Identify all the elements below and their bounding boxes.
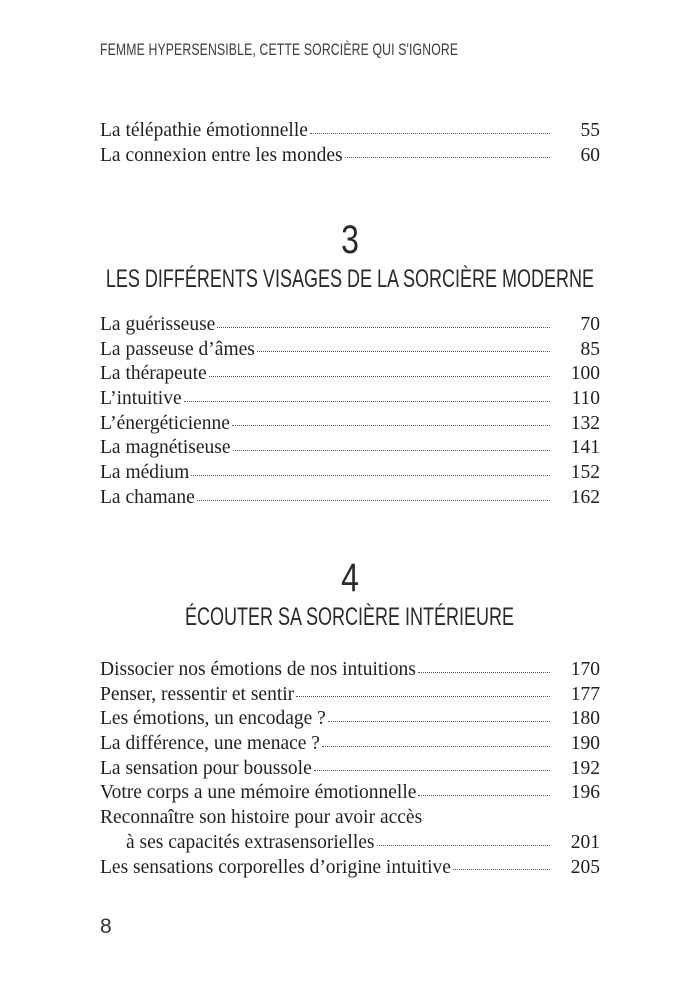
toc-entry-page: 177 (570, 683, 600, 705)
toc-entry-page: 141 (570, 437, 600, 459)
toc-entry-page: 132 (570, 412, 600, 434)
chapter-title: ÉCOUTER SA SORCIÈRE INTÉRIEURE (185, 603, 515, 631)
toc-entry-page: 100 (570, 363, 600, 385)
toc-section-top (100, 119, 600, 168)
toc-entry-page: 192 (570, 757, 600, 779)
toc-chapter-4 (100, 658, 600, 880)
dot-leader (184, 401, 550, 402)
dot-leader (296, 696, 550, 697)
toc-entry-page: 152 (570, 462, 600, 484)
toc-entry-title: La médium (100, 462, 190, 484)
toc-entry[interactable] (100, 683, 600, 708)
toc-entry-page: 55 (580, 120, 600, 141)
dot-leader (418, 672, 550, 673)
dot-leader (209, 376, 550, 377)
toc-entry[interactable] (100, 486, 600, 511)
toc-entry-page: 180 (570, 708, 600, 730)
dot-leader (345, 157, 550, 158)
dot-leader (233, 450, 551, 451)
toc-entry-title: La chamane (100, 486, 195, 508)
toc-entry-title: L’énergéticienne (100, 412, 230, 434)
dot-leader (322, 746, 550, 747)
toc-entry-title: La passeuse d’âmes (100, 338, 255, 360)
toc-entry[interactable] (100, 806, 600, 831)
dot-leader (257, 351, 550, 352)
toc-entry[interactable] (100, 338, 600, 363)
toc-entry-page: 201 (570, 831, 600, 853)
toc-entry[interactable] (100, 658, 600, 683)
toc-entry-title: Penser, ressentir et sentir (100, 683, 295, 705)
toc-entry-title: à ses capacités extrasensorielles (126, 831, 375, 853)
dot-leader (418, 795, 550, 796)
toc-entry-title: La différence, une menace ? (100, 733, 320, 755)
toc-entry-page: 190 (570, 733, 600, 755)
toc-entry[interactable] (100, 856, 600, 881)
toc-entry[interactable] (100, 461, 600, 486)
running-head: FEMME HYPERSENSIBLE, CETTE SORCIÈRE QUI S'IGNORE (100, 40, 459, 59)
toc-entry-title: La thérapeute (100, 363, 207, 385)
toc-entry-page: 170 (570, 659, 600, 680)
dot-leader (197, 500, 550, 501)
toc-entry-title: Les émotions, un encodage ? (100, 708, 326, 730)
toc-entry-title: La magnétiseuse (100, 437, 231, 459)
chapter-number: 3 (341, 218, 359, 262)
page-number: 8 (100, 915, 112, 938)
toc-entry[interactable] (100, 144, 600, 169)
toc-entry-title: Votre corps a une mémoire émotionnelle (100, 782, 417, 804)
toc-entry-page: 110 (571, 388, 600, 410)
toc-entry-title: La sensation pour boussole (100, 757, 312, 779)
toc-entry-title: La guérisseuse (100, 314, 216, 335)
toc-entry[interactable] (100, 313, 600, 338)
toc-entry[interactable] (100, 831, 600, 856)
chapter-number: 4 (341, 556, 359, 600)
chapter-4-heading (0, 556, 700, 632)
toc-entry[interactable] (100, 757, 600, 782)
dot-leader (314, 770, 550, 771)
toc-entry-page: 205 (570, 856, 600, 878)
toc-entry[interactable] (100, 707, 600, 732)
toc-chapter-3 (100, 313, 600, 511)
chapter-title: LES DIFFÉRENTS VISAGES DE LA SORCIÈRE MODERNE (105, 265, 595, 293)
toc-entry[interactable] (100, 119, 600, 144)
dot-leader (232, 425, 550, 426)
toc-entry-page: 196 (570, 782, 600, 804)
toc-entry[interactable] (100, 387, 600, 412)
dot-leader (453, 869, 550, 870)
toc-entry-page: 60 (580, 144, 600, 166)
dot-leader (377, 845, 550, 846)
dot-leader (191, 475, 550, 476)
toc-entry-title: La télépathie émotionnelle (100, 120, 308, 141)
toc-entry-page: 70 (580, 314, 600, 335)
toc-entry-title: L’intuitive (100, 388, 182, 410)
dot-leader (217, 327, 550, 328)
toc-entry[interactable] (100, 436, 600, 461)
toc-entry-title: Reconnaître son histoire pour avoir accès (100, 807, 423, 829)
toc-entry[interactable] (100, 781, 600, 806)
toc-entry[interactable] (100, 732, 600, 757)
toc-entry-page: 85 (580, 338, 600, 360)
toc-entry-title: Dissocier nos émotions de nos intuitions (100, 659, 416, 680)
toc-entry-page: 162 (570, 486, 600, 508)
dot-leader (328, 721, 550, 722)
toc-entry[interactable] (100, 362, 600, 387)
dot-leader (310, 133, 550, 134)
toc-entry-title: Les sensations corporelles d’origine intuitive (100, 856, 451, 878)
toc-entry-title: La connexion entre les mondes (100, 144, 343, 166)
toc-entry[interactable] (100, 412, 600, 437)
chapter-3-heading (0, 218, 700, 294)
